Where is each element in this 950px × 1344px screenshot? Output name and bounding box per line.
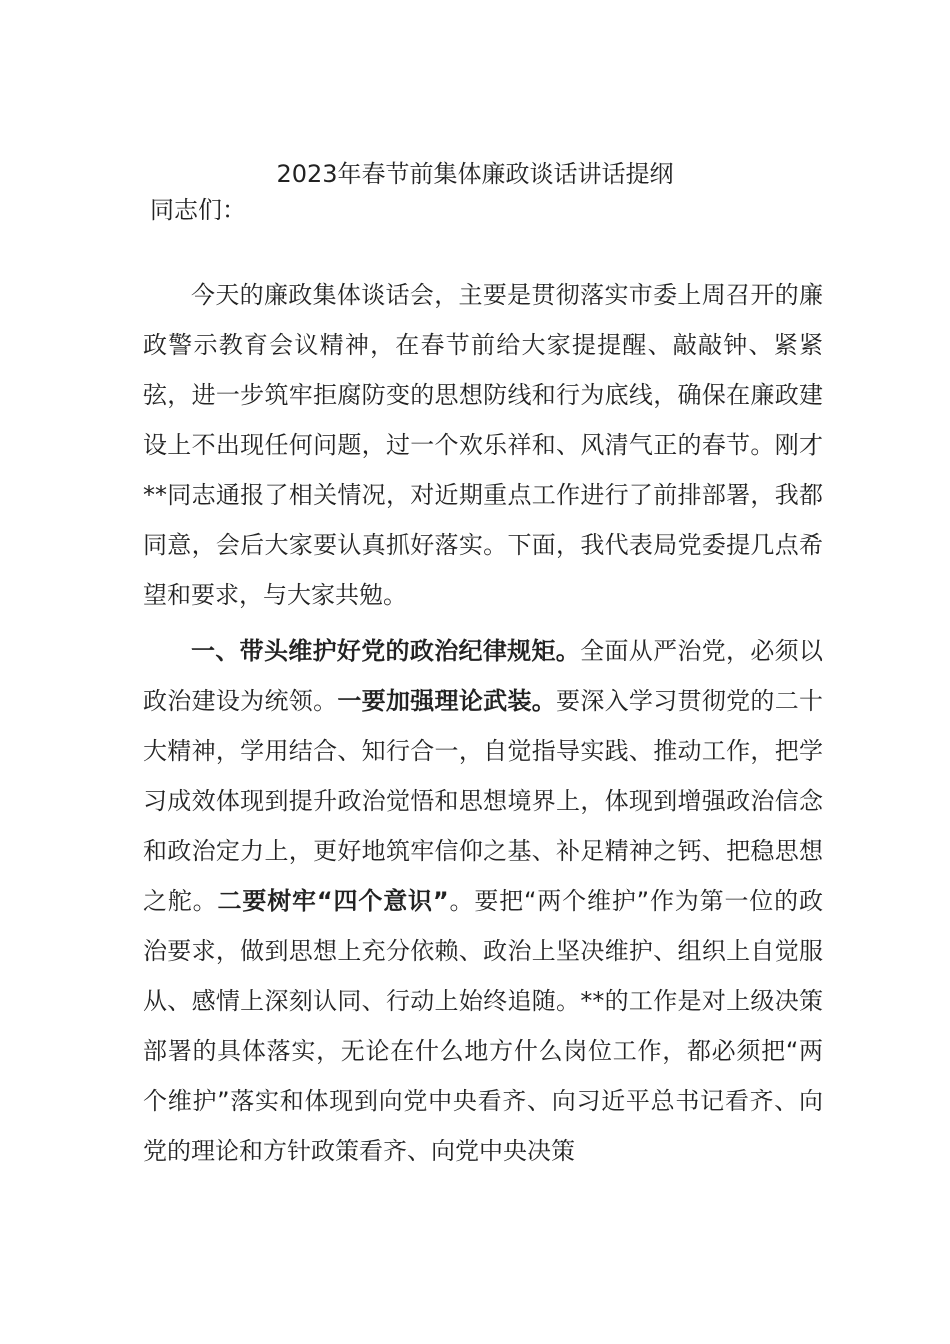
section-text: 全面从严治党，必须以政治建设为统领。: [143, 637, 824, 715]
paragraph-section-one: [143, 626, 823, 1176]
subpoint-text-2: 。要把“两个维护”作为第一位的政治要求，做到思想上充分依赖、政治上坚决维护、组织上自觉服从、感情上深刻认同、行动上始终追随。**的工作是对上级决策部署的具体落实，无论在什么地方什么岗位工作，都必须把“两个维护”落实和体现到向党中央看齐、向习近平总书记看齐、向党的理论和方针政策看齐、向党中央决策: [143, 887, 823, 1165]
salutation: 同志们：: [150, 196, 246, 224]
subpoint-text-1: 要深入学习贯彻党的二十大精神，学用结合、知行合一，自觉指导实践、推动工作，把学习成效体现到提升政治觉悟和思想境界上，体现到增强政治信念和政治定力上，更好地筑牢信仰之基、补足精神之钙、把稳思想之舵。: [143, 687, 824, 915]
section-heading: 一、带头维护好党的政治纪律规矩。: [191, 637, 581, 665]
subpoint-heading-1: 一要加强理论武装。: [337, 687, 557, 715]
paragraph-intro: 今天的廉政集体谈话会，主要是贯彻落实市委上周召开的廉政警示教育会议精神，在春节前给大家提提醒、敲敲钟、紧紧弦，进一步筑牢拒腐防变的思想防线和行为底线，确保在廉政建设上不出现任何问题，过一个欢乐祥和、风清气正的春节。刚才**同志通报了相关情况，对近期重点工作进行了前排部署，我都同意，会后大家要认真抓好落实。下面，我代表局党委提几点希望和要求，与大家共勉。: [143, 281, 823, 609]
subpoint-heading-2: 二要树牢“四个意识”: [217, 887, 449, 915]
document-title: 2023年春节前集体廉政谈话讲话提纲: [276, 160, 674, 188]
